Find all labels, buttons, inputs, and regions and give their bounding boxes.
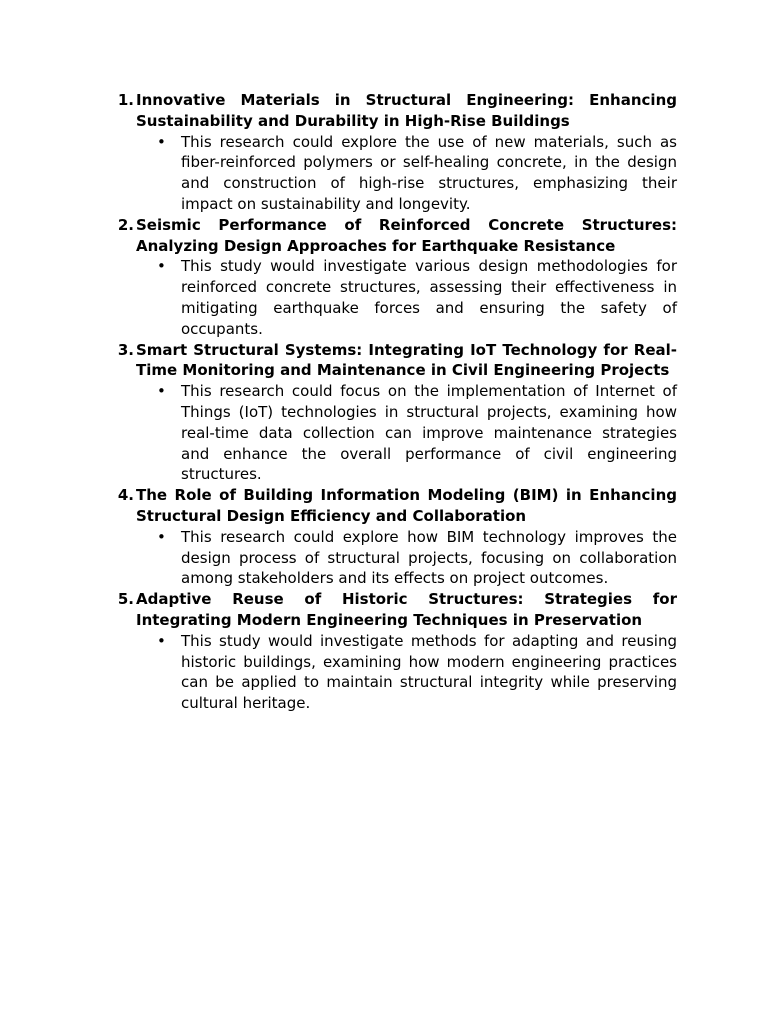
topic-item xyxy=(117,340,677,486)
topic-bullets xyxy=(136,256,677,339)
topic-bullets xyxy=(136,527,677,589)
topic-number: 5. xyxy=(117,590,134,609)
topic-number: 3. xyxy=(117,340,134,359)
topic-item xyxy=(117,589,677,714)
topic-item xyxy=(117,215,677,340)
topic-item xyxy=(117,485,677,589)
description-text: This study would investigate various design methodologies for reinforced concrete structures, assessing their effectiveness in mitigating earthquake forces and ensuring the safety of occupants. xyxy=(181,257,677,338)
description-text: This research could focus on the implementation of Internet of Things (IoT) technologies in structural projects, examining how real-time data collection can improve maintenance strategies and enhance the overall performance of civil engineering structures. xyxy=(181,382,677,484)
bullet-icon: • xyxy=(157,382,166,401)
topic-title: Innovative Materials in Structural Engineering: Enhancing Sustainability and Durability in High-Rise Buildings xyxy=(136,91,677,130)
topic-description xyxy=(157,381,677,485)
topic-number: 4. xyxy=(117,486,134,505)
topic-description xyxy=(157,527,677,589)
bullet-icon: • xyxy=(157,631,166,650)
topic-title: The Role of Building Information Modeling (BIM) in Enhancing Structural Design Efficiency and Collaboration xyxy=(136,486,677,525)
research-topics-list xyxy=(117,90,677,714)
bullet-icon: • xyxy=(157,257,166,276)
topic-bullets xyxy=(136,381,677,485)
bullet-icon: • xyxy=(157,527,166,546)
topic-bullets xyxy=(136,132,677,215)
topic-description xyxy=(157,631,677,714)
topic-title: Smart Structural Systems: Integrating IoT Technology for Real-Time Monitoring and Maintenance in Civil Engineering Projects xyxy=(136,340,677,380)
topic-description xyxy=(157,132,677,215)
bullet-icon: • xyxy=(157,132,166,151)
topic-description xyxy=(157,256,677,339)
description-text: This research could explore the use of new materials, such as fiber-reinforced polymers or self-healing concrete, in the design and construction of high-rise structures, emphasizing their impact on sustainability and longevity. xyxy=(181,132,677,213)
topic-number: 2. xyxy=(117,215,134,234)
topic-title: Seismic Performance of Reinforced Concrete Structures: Analyzing Design Approaches for Earthquake Resistance xyxy=(136,215,677,255)
description-text: This research could explore how BIM technology improves the design process of structural projects, focusing on collaboration among stakeholders and its effects on project outcomes. xyxy=(181,527,677,588)
topic-item xyxy=(117,90,677,215)
topic-title: Adaptive Reuse of Historic Structures: Strategies for Integrating Modern Engineering Techniques in Preservation xyxy=(136,590,677,629)
topic-number: 1. xyxy=(117,91,134,109)
topic-bullets xyxy=(136,631,677,714)
description-text: This study would investigate methods for adapting and reusing historic buildings, examining how modern engineering practices can be applied to maintain structural integrity while preserving cultural heritage. xyxy=(181,631,677,713)
